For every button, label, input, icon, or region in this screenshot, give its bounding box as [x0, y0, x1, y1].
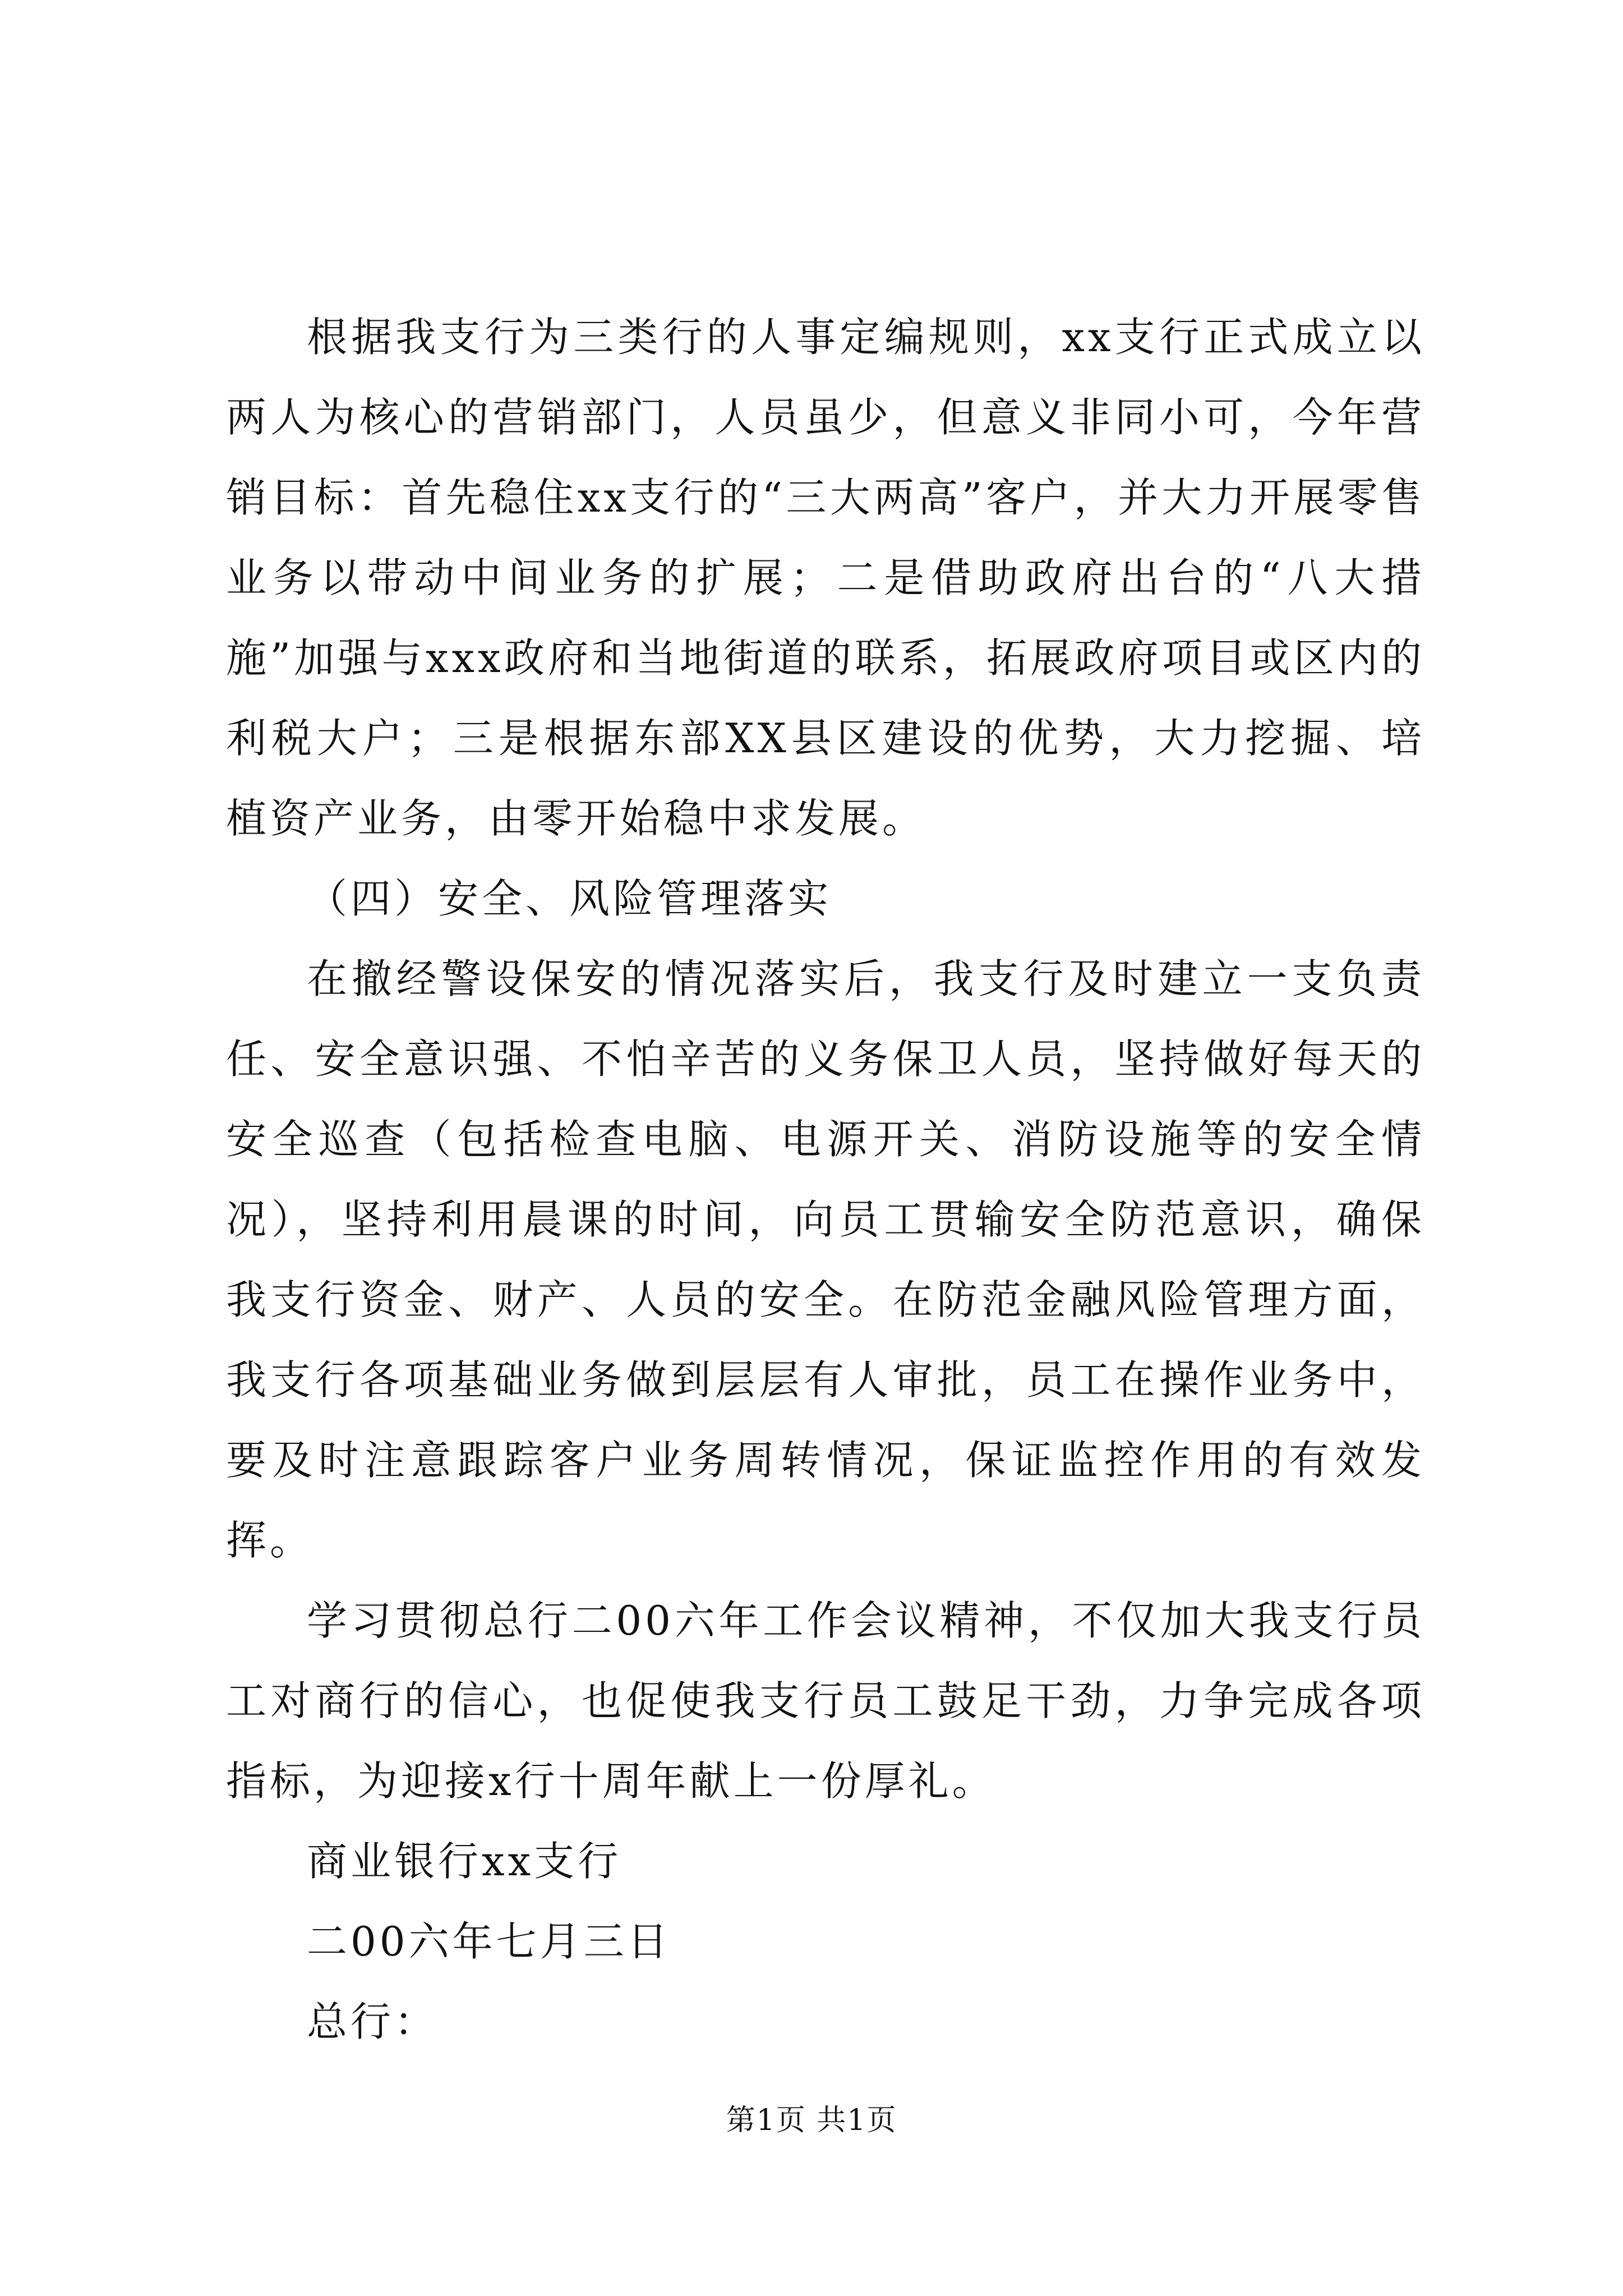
- addressee: 总行：: [307, 1998, 439, 2045]
- section-heading-safety-risk: （四）安全、风险管理落实: [307, 875, 832, 922]
- document-body: [226, 297, 1425, 2062]
- paragraph-conclusion: 学习贯彻总行二00六年工作会议精神，不仅加大我支行员工对商行的信心，也促使我支行员工鼓足干劲，力争完成各项指标，为迎接x行十周年献上一份厚礼。: [226, 1597, 1425, 1805]
- paragraph-marketing: 根据我支行为三类行的人事定编规则，xx支行正式成立以两人为核心的营销部门，人员虽少，但意义非同小可，今年营销目标：首先稳住xx支行的“三大两高”客户，并大力开展零售业务以带动中间业务的扩展；二是借助政府出台的“八大措施”加强与xxx政府和当地街道的联系，拓展政府项目或区内的利税大户；三是根据东部XX县区建设的优势，大力挖掘、培植资产业务，由零开始稳中求发展。: [226, 314, 1425, 842]
- signature-date: 二00六年七月三日: [307, 1918, 671, 1965]
- page-footer: 第1页 共1页: [726, 2104, 897, 2137]
- paragraph-security: 在撤经警设保安的情况落实后，我支行及时建立一支负责任、安全意识强、不怕辛苦的义务保卫人员，坚持做好每天的安全巡查（包括检查电脑、电源开关、消防设施等的安全情况），坚持利用晨课的时间，向员工贯输安全防范意识，确保我支行资金、财产、人员的安全。在防范金融风险管理方面，我支行各项基础业务做到层层有人审批，员工在操作业务中，要及时注意跟踪客户业务周转情况，保证监控作用的有效发挥。: [226, 955, 1425, 1564]
- signature-organization: 商业银行xx支行: [307, 1838, 622, 1885]
